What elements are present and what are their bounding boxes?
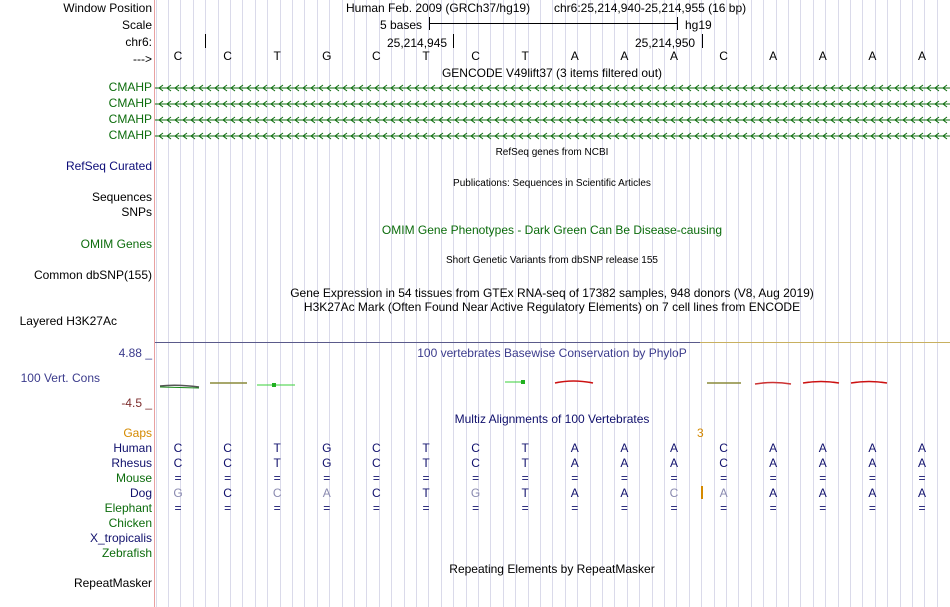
align-base-elephant: = (620, 501, 628, 515)
align-base-human: T (521, 441, 529, 455)
align-base-mouse: = (670, 471, 678, 485)
coord-tick-1 (453, 34, 454, 48)
align-base-elephant: = (521, 501, 529, 515)
align-base-dog: A (917, 486, 926, 500)
align-base-dog: A (818, 486, 827, 500)
phylop-segment (555, 381, 593, 383)
label-gaps[interactable]: Gaps (123, 426, 152, 440)
coord-tick-0 (205, 34, 206, 48)
align-base-dog: T (521, 486, 529, 500)
align-base-dog: G (470, 486, 481, 500)
align-base-elephant: = (571, 501, 579, 515)
align-base-dog: A (322, 486, 331, 500)
align-base-rhesus: C (372, 456, 381, 470)
align-base-human: T (422, 441, 430, 455)
phylop-peak (272, 383, 276, 387)
gap-count: 3 (697, 426, 704, 440)
h3k27ac-title: H3K27Ac Mark (Often Found Near Active Regulatory Elements) on 7 cell lines from ENCODE (303, 300, 801, 314)
align-base-mouse: = (174, 471, 182, 485)
coord-tick-2 (702, 34, 703, 48)
align-base-elephant: = (720, 501, 728, 515)
dna-base: C (223, 49, 232, 63)
align-base-human: C (223, 441, 232, 455)
label-species-chicken[interactable]: Chicken (108, 516, 152, 530)
align-base-mouse: = (868, 471, 876, 485)
align-base-dog: C (272, 486, 282, 500)
scale-bar-right-tick (677, 17, 678, 30)
align-base-dog: C (223, 486, 232, 500)
align-base-mouse: = (372, 471, 380, 485)
phylop-segment (160, 387, 199, 388)
label-repeatmasker[interactable]: RepeatMasker (73, 576, 152, 590)
omim-title: OMIM Gene Phenotypes - Dark Green Can Be Disease-causing (381, 223, 723, 237)
phylop-peak (521, 380, 525, 384)
dbsnp-title: Short Genetic Variants from dbSNP release 155 (446, 255, 658, 266)
dna-base: C (471, 49, 480, 63)
dna-base: A (669, 49, 678, 63)
align-base-rhesus: G (322, 456, 332, 470)
gtex-title: Gene Expression in 54 tissues from GTEx RNA-seq of 17382 samples, 948 donors (V8, Aug 2019) (290, 286, 814, 300)
align-base-human: T (273, 441, 281, 455)
scale-bar (429, 23, 677, 24)
assembly-title: Human Feb. 2009 (GRCh37/hg19) (346, 1, 531, 15)
align-base-mouse: = (918, 471, 926, 485)
label-omim[interactable]: OMIM Genes (80, 237, 152, 251)
align-base-human: A (868, 441, 877, 455)
align-base-mouse: = (720, 471, 728, 485)
align-base-rhesus: C (471, 456, 480, 470)
align-base-dog: A (769, 486, 778, 500)
label-cons[interactable]: 100 Vert. Cons (20, 371, 100, 385)
multiz-title: Multiz Alignments of 100 Vertebrates (454, 412, 650, 426)
align-base-rhesus: C (223, 456, 232, 470)
align-base-rhesus: C (719, 456, 728, 470)
align-base-human: A (669, 441, 678, 455)
align-base-elephant: = (868, 501, 876, 515)
align-base-elephant: = (769, 501, 777, 515)
align-base-rhesus: A (769, 456, 778, 470)
align-base-dog: A (570, 486, 579, 500)
align-base-elephant: = (273, 501, 281, 515)
align-base-mouse: = (819, 471, 827, 485)
dna-base: T (273, 49, 281, 63)
align-base-dog: C (372, 486, 381, 500)
align-base-elephant: = (670, 501, 678, 515)
align-base-dog: A (620, 486, 629, 500)
window-position-value: chr6:25,214,940-25,214,955 (16 bp) (554, 1, 747, 15)
align-base-elephant: = (422, 501, 430, 515)
align-base-rhesus: A (669, 456, 678, 470)
align-base-elephant: = (372, 501, 380, 515)
dna-base: A (570, 49, 579, 63)
align-base-human: C (173, 441, 183, 455)
scale-bar-left-tick (429, 17, 430, 30)
label-h3k27ac[interactable]: Layered H3K27Ac (19, 314, 117, 328)
dna-base: A (868, 49, 877, 63)
label-species-mouse[interactable]: Mouse (115, 471, 152, 485)
align-base-rhesus: A (917, 456, 926, 470)
align-base-dog: A (868, 486, 877, 500)
label-species-zebrafish[interactable]: Zebrafish (101, 546, 152, 560)
align-base-human: C (372, 441, 381, 455)
dna-base: A (917, 49, 926, 63)
align-base-elephant: = (472, 501, 480, 515)
label-cmahp-2[interactable]: CMAHP (108, 96, 152, 110)
align-base-human: A (620, 441, 629, 455)
label-dbsnp[interactable]: Common dbSNP(155) (33, 268, 152, 282)
gencode-genes (155, 82, 950, 142)
dna-base: A (818, 49, 827, 63)
align-base-rhesus: A (620, 456, 629, 470)
dna-base: C (173, 49, 183, 63)
repeatmasker-title: Repeating Elements by RepeatMasker (449, 562, 655, 576)
align-base-human: G (322, 441, 332, 455)
align-base-elephant: = (819, 501, 827, 515)
phylop-signal (155, 374, 950, 394)
label-cmahp-1[interactable]: CMAHP (108, 80, 152, 94)
refseq-title: RefSeq genes from NCBI (495, 147, 609, 158)
label-species-rhesus[interactable]: Rhesus (111, 456, 152, 470)
align-base-rhesus: C (173, 456, 183, 470)
align-base-dog: C (669, 486, 679, 500)
label-species-elephant[interactable]: Elephant (104, 501, 152, 515)
align-base-mouse: = (521, 471, 529, 485)
align-base-rhesus: T (422, 456, 430, 470)
publications-title: Publications: Sequences in Scientific Articles (453, 178, 651, 189)
align-base-rhesus: A (868, 456, 877, 470)
label-chrom: chr6: (125, 35, 152, 49)
label-refseq[interactable]: RefSeq Curated (65, 159, 152, 173)
align-base-human: C (471, 441, 480, 455)
align-base-human: A (570, 441, 579, 455)
dna-base: A (620, 49, 629, 63)
scale-label: 5 bases (380, 18, 423, 32)
phylop-segment (851, 382, 887, 384)
align-base-dog: G (173, 486, 183, 500)
phylop-segment (803, 382, 839, 384)
label-cons-min: -4.5 _ (121, 396, 152, 410)
label-snps[interactable]: SNPs (121, 205, 152, 219)
track-labels (0, 0, 155, 607)
label-cmahp-4[interactable]: CMAHP (108, 128, 152, 142)
label-species-human[interactable]: Human (113, 441, 152, 455)
align-base-dog: A (719, 486, 728, 500)
align-base-mouse: = (224, 471, 232, 485)
align-base-rhesus: A (570, 456, 579, 470)
align-base-elephant: = (918, 501, 926, 515)
scale-db: hg19 (685, 18, 712, 32)
align-base-human: C (719, 441, 728, 455)
dna-base: T (521, 49, 529, 63)
label-window-position: Window Position (63, 1, 152, 15)
cons-top-line (155, 342, 700, 343)
coord-label-2: 25,214,950 (635, 36, 696, 50)
track-image[interactable] (155, 0, 950, 607)
phylop-segment (755, 383, 791, 385)
align-base-mouse: = (769, 471, 777, 485)
align-base-mouse: = (571, 471, 579, 485)
coord-label-1: 25,214,945 (387, 36, 448, 50)
dna-base: C (719, 49, 728, 63)
label-strand: ---> (133, 52, 152, 66)
align-base-rhesus: T (273, 456, 281, 470)
align-base-elephant: = (174, 501, 182, 515)
dog-gap-marker (701, 486, 703, 499)
align-base-dog: T (422, 486, 430, 500)
dna-base: C (372, 49, 381, 63)
align-base-human: A (769, 441, 778, 455)
align-base-mouse: = (422, 471, 430, 485)
align-base-human: A (818, 441, 827, 455)
label-scale: Scale (121, 18, 152, 32)
align-base-human: A (917, 441, 926, 455)
label-species-xtropicalis[interactable]: X_tropicalis (89, 531, 152, 545)
label-sequences[interactable]: Sequences (91, 190, 152, 204)
label-cmahp-3[interactable]: CMAHP (108, 112, 152, 126)
align-base-mouse: = (472, 471, 480, 485)
cons-top-line-right (700, 342, 950, 343)
label-species-dog[interactable]: Dog (129, 486, 152, 500)
phylop-title: 100 vertebrates Basewise Conservation by PhyloP (417, 346, 687, 360)
dna-base: A (769, 49, 778, 63)
align-base-mouse: = (273, 471, 281, 485)
align-base-elephant: = (323, 501, 331, 515)
align-base-rhesus: A (818, 456, 827, 470)
dna-base: G (322, 49, 332, 63)
align-base-mouse: = (620, 471, 628, 485)
label-cons-max: 4.88 _ (118, 346, 152, 360)
align-base-elephant: = (224, 501, 232, 515)
align-base-rhesus: T (521, 456, 529, 470)
align-base-mouse: = (323, 471, 331, 485)
gencode-title: GENCODE V49lift37 (3 items filtered out) (441, 66, 663, 80)
dna-base: T (422, 49, 430, 63)
